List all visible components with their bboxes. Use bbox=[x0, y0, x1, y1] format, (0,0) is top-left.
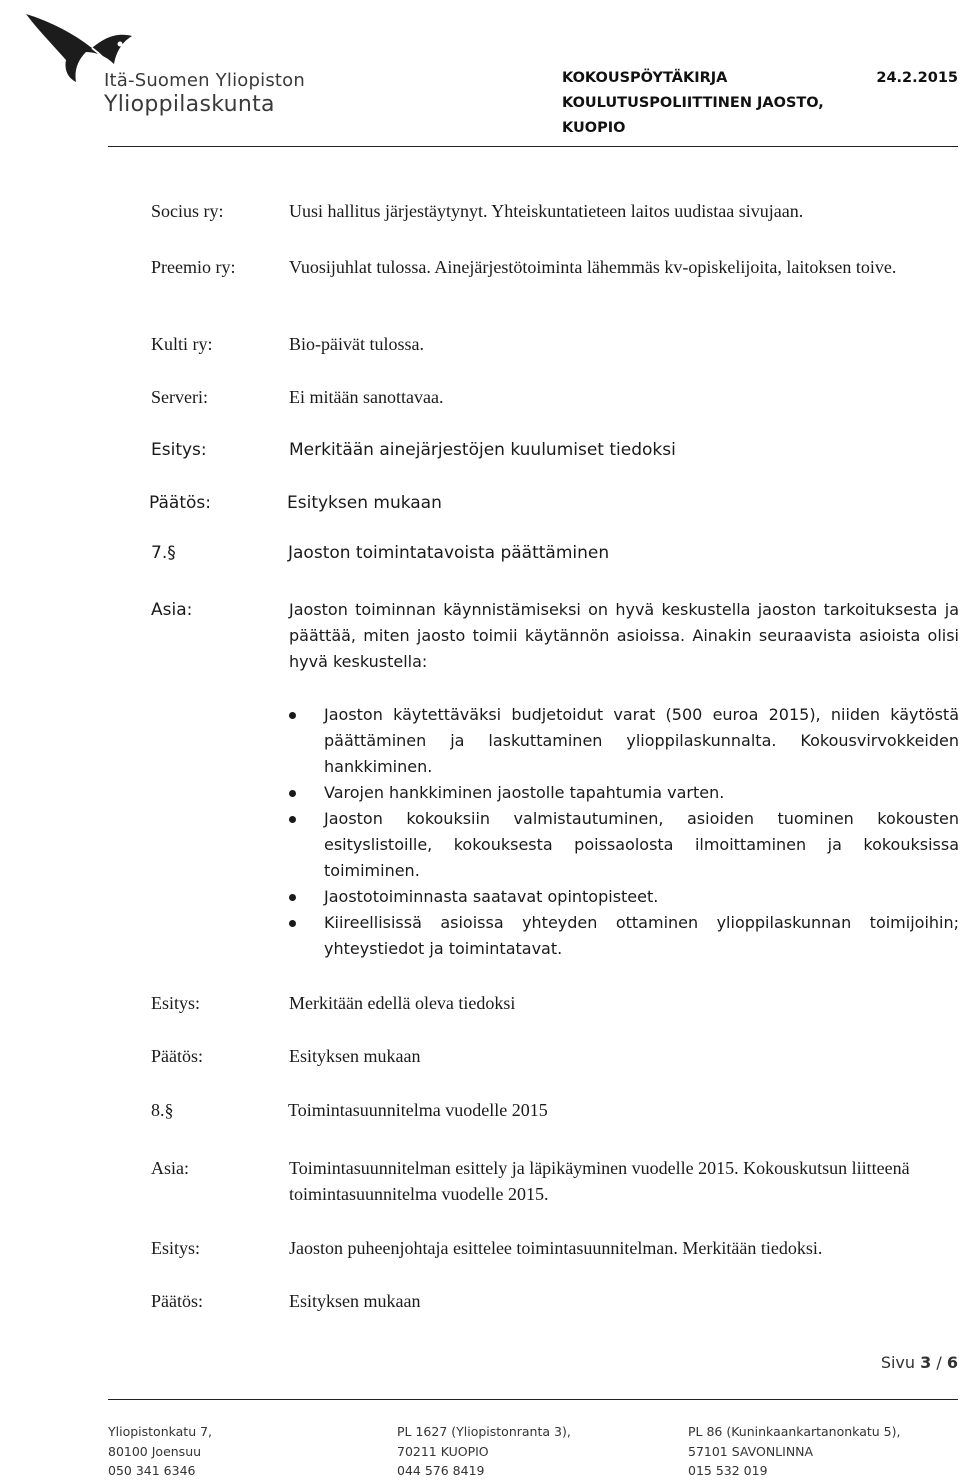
doc-type: KOKOUSPÖYTÄKIRJA bbox=[562, 70, 728, 86]
paatos-label: Päätös: bbox=[151, 1046, 203, 1066]
list-item: Varojen hankkiminen jaostolle tapahtumia varten. bbox=[289, 780, 959, 806]
section-8-symbol: § bbox=[164, 1100, 174, 1120]
bullet-icon bbox=[289, 894, 296, 901]
asia-text: Jaoston toiminnan käynnistämiseksi on hyvä keskustella jaoston tarkoituksesta ja päättää, miten jaosto toimii käytännön asioissa. Ainakin seuraavista asioista olisi hyvä keskustella: bbox=[289, 600, 959, 671]
section-8-heading bbox=[151, 1097, 174, 1123]
topic-list bbox=[289, 702, 959, 962]
list-item: Jaostotoiminnasta saatavat opintopisteet. bbox=[289, 884, 959, 910]
footer-savonlinna: PL 86 (Kuninkaankartanonkatu 5), 57101 SAVONLINNA 015 532 019 bbox=[688, 1424, 901, 1478]
doc-date: 24.2.2015 bbox=[876, 70, 958, 86]
esitys-text: Jaoston puheenjohtaja esittelee toimintasuunnitelman. Merkitään tiedoksi. bbox=[289, 1238, 823, 1258]
paatos-text: Esityksen mukaan bbox=[287, 493, 442, 513]
row-text: Ei mitään sanottavaa. bbox=[289, 387, 444, 407]
list-item: Kiireellisissä asioissa yhteyden ottaminen ylioppilaskunnan toimijoihin; yhteystiedot ja toimintatavat. bbox=[289, 910, 959, 962]
row-label: Socius ry: bbox=[151, 201, 224, 221]
footer-divider bbox=[108, 1399, 958, 1400]
paatos-text: Esityksen mukaan bbox=[289, 1291, 421, 1311]
row-text: Vuosijuhlat tulossa. Ainejärjestötoiminta lähemmäs kv-opiskelijoita, laitoksen toive. bbox=[289, 257, 897, 277]
list-item: Jaoston kokouksiin valmistautuminen, asioiden tuominen kokousten esityslistoille, kokouksesta poissaolosta ilmoittaminen ja kokouksissa toimiminen. bbox=[289, 806, 959, 884]
section-8-number: 8. bbox=[151, 1100, 165, 1120]
esitys-text: Merkitään ainejärjestöjen kuulumiset tiedoksi bbox=[289, 440, 676, 460]
committee-line1: KOULUTUSPOLIITTINEN JAOSTO, bbox=[562, 95, 824, 111]
header-title-block bbox=[562, 66, 824, 141]
asia-label: Asia: bbox=[151, 1158, 189, 1178]
logo-org-line2: Ylioppilaskunta bbox=[104, 92, 275, 117]
committee-line2: KUOPIO bbox=[562, 120, 626, 136]
paatos-label: Päätös: bbox=[149, 493, 211, 513]
bullet-icon bbox=[289, 816, 296, 823]
section-7-heading bbox=[151, 540, 176, 566]
union-logo bbox=[22, 8, 332, 118]
row-label: Kulti ry: bbox=[151, 334, 213, 354]
list-item: Jaoston käytettäväksi budjetoidut varat (500 euroa 2015), niiden käytöstä päättäminen ja laskuttaminen ylioppilaskunnalta. Kokousvirvokkeiden hankkiminen. bbox=[289, 702, 959, 780]
page-number: Sivu 3 / 6 bbox=[880, 1353, 958, 1372]
asia-label: Asia: bbox=[151, 600, 193, 620]
section-7-symbol: § bbox=[167, 543, 176, 563]
section-7-title: Jaoston toimintatavoista päättäminen bbox=[288, 543, 610, 563]
asia-text: Toimintasuunnitelman esittely ja läpikäyminen vuodelle 2015. Kokouskutsun liitteenä toimintasuunnitelma vuodelle 2015. bbox=[289, 1158, 910, 1204]
paatos-label: Päätös: bbox=[151, 1291, 203, 1311]
bullet-icon bbox=[289, 920, 296, 927]
esitys-text: Merkitään edellä oleva tiedoksi bbox=[289, 993, 516, 1013]
bullet-icon bbox=[289, 790, 296, 797]
footer-joensuu: Yliopistonkatu 7, 80100 Joensuu 050 341 6346 bbox=[108, 1424, 213, 1478]
row-text: Bio-päivät tulossa. bbox=[289, 334, 424, 354]
section-8-title: Toimintasuunnitelma vuodelle 2015 bbox=[288, 1100, 548, 1120]
esitys-label: Esitys: bbox=[151, 1238, 201, 1258]
logo-org-line1: Itä-Suomen Yliopiston bbox=[104, 70, 305, 91]
bullet-icon bbox=[289, 712, 296, 719]
esitys-label: Esitys: bbox=[151, 440, 207, 460]
row-text: Uusi hallitus järjestäytynyt. Yhteiskuntatieteen laitos uudistaa sivujaan. bbox=[289, 201, 804, 221]
header-divider bbox=[108, 146, 958, 147]
esitys-label: Esitys: bbox=[151, 993, 201, 1013]
paatos-text: Esityksen mukaan bbox=[289, 1046, 421, 1066]
row-label: Preemio ry: bbox=[151, 257, 236, 277]
footer-kuopio: PL 1627 (Yliopistonranta 3), 70211 KUOPIO 044 576 8419 bbox=[397, 1424, 571, 1478]
section-7-number: 7. bbox=[151, 543, 168, 563]
row-label: Serveri: bbox=[151, 387, 208, 407]
